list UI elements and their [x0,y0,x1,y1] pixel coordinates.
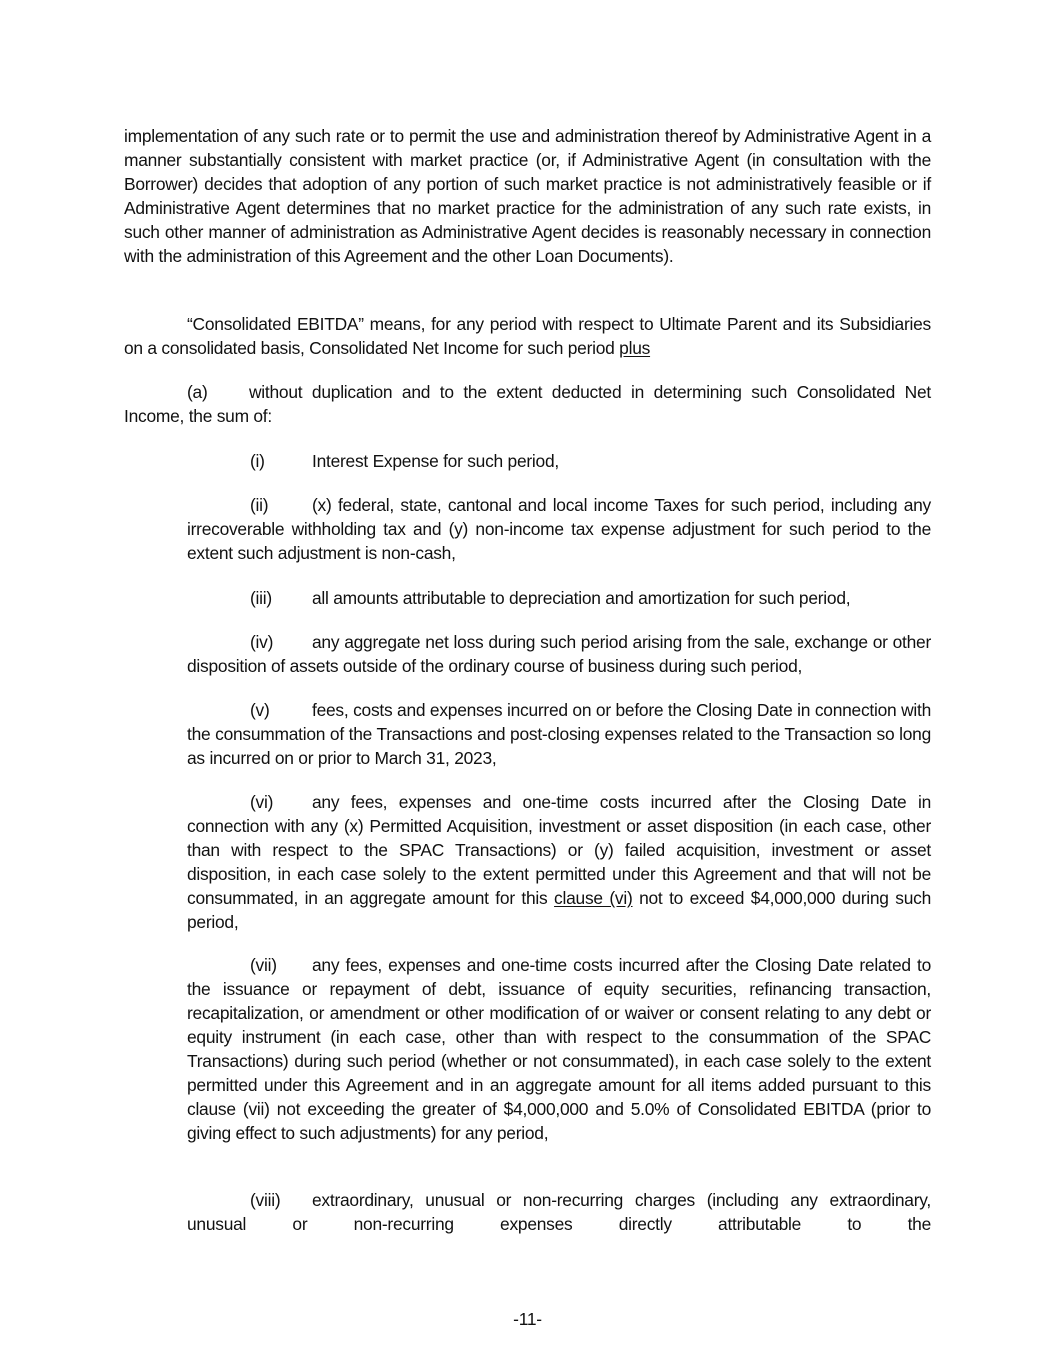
clause-reference: clause (vi) [554,888,633,908]
clause-label: (a) [187,382,208,402]
item-text: (x) federal, state, cantonal and local income Taxes for such period, including any irrecoverable withholding tax and (y) non-income tax expense adjustment for such period to the extent such adjustment is non-cash, [187,495,931,563]
clause-text: without duplication and to the extent deducted in determining such Consolidated Net Income, the sum of: [124,382,931,426]
consolidated-ebitda-definition [124,312,931,360]
item-label: (v) [250,700,270,720]
item-i [187,449,931,473]
item-text: fees, costs and expenses incurred on or before the Closing Date in connection with the consummation of the Transactions and post-closing expenses related to the Transaction so long as incurred on or prior to March 31, 2023, [187,700,931,768]
item-text: extraordinary, unusual or non-recurring charges (including any extraordinary, unusual or non-recurring expenses directly attributable to the [187,1190,931,1234]
item-iv [187,630,931,678]
page-number: -11- [513,1309,542,1329]
item-text: any aggregate net loss during such period arising from the sale, exchange or other disposition of assets outside of the ordinary course of business during such period, [187,632,931,676]
item-label: (i) [250,451,265,471]
item-label: (viii) [250,1190,281,1210]
item-label: (vi) [250,792,274,812]
definition-text: means, for any period with respect to Ultimate Parent and its Subsidiaries on a consolidated basis, Consolidated Net Income for such period [124,314,931,358]
item-vii [187,953,931,1145]
item-text: Interest Expense for such period, [312,451,559,471]
item-ii [187,493,931,565]
item-label: (ii) [250,495,269,515]
item-v [187,698,931,770]
item-viii [187,1188,931,1236]
item-label: (iii) [250,588,272,608]
defined-term: “Consolidated EBITDA” [187,314,364,334]
clause-a [124,380,931,428]
item-text: all amounts attributable to depreciation and amortization for such period, [312,588,851,608]
item-vi [187,790,931,934]
item-text: any fees, expenses and one-time costs incurred after the Closing Date related to the issuance or repayment of debt, issuance of equity securities, refinancing transaction, recapitalization, or amendment or other modification of or waiver or consent relating to any debt or equity instrument (in each case, other than with respect to the consummation of the SPAC Transactions) during such period (whether or not consummated), in each case solely to the extent permitted under this Agreement and in an aggregate amount for all items added pursuant to this clause (vii) not exceeding the greater of $4,000,000 and 5.0% of Consolidated EBITDA (prior to giving effect to such adjustments) for any period, [187,955,931,1143]
intro-paragraph: implementation of any such rate or to permit the use and administration thereof by Administrative Agent in a manner substantially consistent with market practice (or, if Administrative Agent (in consultation with the Borrower) decides that adoption of any portion of such market practice is not administratively feasible or if Administrative Agent determines that no market practice for the administration of any such rate exists, in such other manner of administration as Administrative Agent decides is reasonably necessary in connection with the administration of this Agreement and the other Loan Documents). [124,126,931,266]
item-text-after: not to exceed $4,000,000 during such period, [187,888,932,932]
item-iii [187,586,931,610]
plus-term: plus [619,338,651,358]
item-label: (iv) [250,632,274,652]
item-text: any fees, expenses and one-time costs incurred after the Closing Date in connection with any (x) Permitted Acquisition, investment or asset disposition (in each case, other than with respect to the SPAC Transactions) or (y) failed acquisition, investment or asset disposition, in each case solely to the extent permitted under this Agreement and that will not be consummated, in an aggregate amount for this [187,792,931,908]
item-label: (vii) [250,955,277,975]
